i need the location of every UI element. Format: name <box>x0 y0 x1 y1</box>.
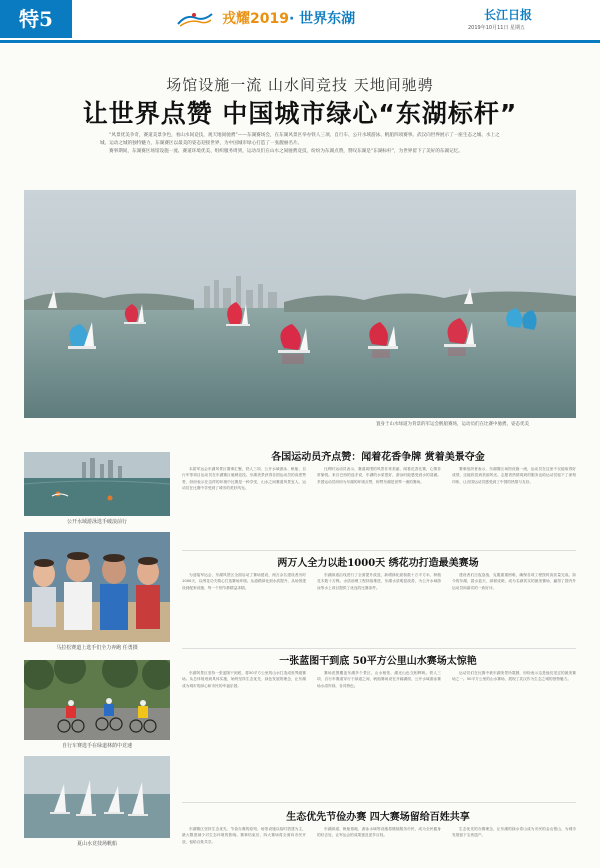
article-column: 东湖绿道沿线进行了全面提升改造，新增绿化面积数十万平方米，种植花木数十万株。水质治理工程持续推进，东湖水质明显改善，为公开水域游泳等水上项目提供了优良的比赛条件。 <box>317 573 441 590</box>
main-photo-caption: 置身于山水绿道为背景的军运会帆船赛场，运动员们在比赛中驰骋，姿态优美 <box>376 422 529 427</box>
sailing-boats-small-photo <box>24 756 170 838</box>
article-column: 东湖绿道、帆船基地、游泳水域等设施将继续服务市民，成为全民健身的好去处，让军运会的成果惠及更多百姓。 <box>317 827 441 838</box>
lead-paragraph: 赛事期间，东湖赛区场馆设施一流、赛道环境优美、组织服务周到，运动员们在山水之间驰骋竞技，纷纷为东湖点赞，赞叹东湖是“东湖标杆”，为世界留下了美好的东湖记忆。 <box>109 149 463 154</box>
issue-date: 2019年10月11日 星期五 <box>468 25 526 31</box>
main-headline: 让世界点赞 中国城市绿心“东湖标杆” <box>82 99 518 128</box>
header-divider <box>0 40 600 43</box>
article-body <box>182 572 576 646</box>
article-title: 一张蓝图干到底 50平方公里山水赛场太惊艳 <box>279 656 477 667</box>
section-year: 2019 <box>250 11 289 27</box>
side-photo-caption: 自行车赛选手在绿道林荫中竞速 <box>61 743 132 749</box>
section-prefix: 戎耀 <box>222 11 250 27</box>
page-header <box>0 0 600 44</box>
article-title: 两万人全力以赴1000天 绣花功打造最美赛场 <box>277 558 479 569</box>
newspaper-name: 长江日报 <box>484 8 533 22</box>
lead-paragraph: “风景优美争奇，赛道美景争色，看山水间竞技，观天地间驰骋”——东湖赛场会，在东湖风景区举办铁人三项、自行车、公开水域游泳、帆船四项赛事。武汉向世界展示了一座生态之城、水上之城、运动之城的独特魅力，东湖赛区以最美的姿态迎接世界，为中国城市绿心打造了一张靓丽名片。 <box>100 133 500 146</box>
side-photo-caption: 夏山水竞技场帆船 <box>76 841 117 847</box>
article-column: 本届军运会东湖风景区赛事汇聚，铁人三项、公开水域游泳、帆船、自行车等项目运动员在东湖赛区驰骋竞技。东湖美景获得各国运动员的高度赞誉，纷纷表示在这样的环境中比赛是一种享受，山水之间赛道风景宜人，运动员在比赛中享受到了城市的美好风光。 <box>182 467 306 490</box>
article-divider <box>182 648 576 649</box>
article-body <box>182 466 576 548</box>
section-title <box>222 8 355 28</box>
side-photo-caption: 马拉松赛道上选手们全力奔跑 任勇摄 <box>56 645 138 651</box>
article-column: 比利时运动员表示，赛道周围的风景非常美丽，闻着花香比赛，心情非常愉悦。来自巴西的选手说，东湖的水质很好，游泳时能感受到水的清澈。多国运动员纷纷为东湖的环境点赞，称赞东湖是世界一流的赛场。 <box>317 467 441 484</box>
article-column: 赛事组织者表示，东湖赛区场馆设施一流，运动员在这里不仅能取得好成绩，还能欣赏到美丽风光。志愿者热情周到的服务也给运动员留下了深刻印象，让各国运动员感受到了中国的热情与友好。 <box>452 467 576 484</box>
article-divider <box>182 550 576 551</box>
cycling-race-photo <box>24 660 170 740</box>
article-divider <box>182 802 576 803</box>
article-column: 东湖赛区坚持生态优先、节俭办赛的原则，场馆设施以临时搭建为主，最大限度减少对生态环境的影响。赛事结束后，四大赛场将全面向市民开放，留给百姓共享。 <box>182 827 306 844</box>
marathon-runners-photo <box>24 532 170 642</box>
page-number-tag: 特5 <box>0 0 72 38</box>
article-column: 赛场范围覆盖东湖多个景区，山水相依、湖光山色交相辉映。铁人三项、自行车赛道穿行于绿道之间，帆船赛场设在开阔湖面，公开水域游泳赛场水清岸绿，各具特色。 <box>317 671 441 688</box>
article-title: 生态优先节俭办赛 四大赛场留给百姓共享 <box>286 812 470 823</box>
article-body <box>182 826 576 866</box>
article-column: 建设者们日夜奋战，克服重重困难，确保各项工程按时高质量完成。如今的东湖，碧水蓝天、绿树成荫，成为名副其实的最美赛场，赢得了国内外运动员和嘉宾的一致好评。 <box>452 573 576 590</box>
article-title: 各国运动员齐点赞：闻着花香争牌 赏着美景夺金 <box>271 452 485 463</box>
side-photo-caption: 公开水域游泳选手破浪前行 <box>66 519 127 525</box>
article-column: 运动员们在比赛中被东湖美景所震撼，纷纷表示这是他们见过的最美赛场之一。50平方公里的山水赛场，展现了武汉作为生态之城的独特魅力。 <box>452 671 576 682</box>
headline-kicker: 场馆设施一流 山水间竞技 天地间驰骋 <box>166 76 434 94</box>
article-column: 为迎接军运会，东湖风景区全面启动了赛场建设，两万余名建设者历时1000天，以绣花功夫精心打造赛场环境。从道路绿化到水质提升，从场馆建设到配套设施，每一个细节都精益求精。 <box>182 573 306 590</box>
lead-paragraphs <box>100 132 500 157</box>
article-body <box>182 670 576 800</box>
article-column: 东湖风景区坚持一张蓝图干到底，将50平方公里的山水打造成世界级赛场。从总体规划到具体实施，始终坚持生态优先、绿色发展的理念，让东湖成为城市的绿心和市民的幸福乐园。 <box>182 671 306 688</box>
military-games-logo-icon <box>176 10 214 28</box>
open-water-swimming-photo <box>24 452 170 516</box>
article-column: 生态优先的办赛理念，让东湖的绿水青山成为市民的金山银山，为城市发展留下宝贵遗产。 <box>452 827 576 838</box>
sailing-regatta-photo <box>24 190 576 418</box>
section-suffix: · 世界东湖 <box>288 11 356 27</box>
